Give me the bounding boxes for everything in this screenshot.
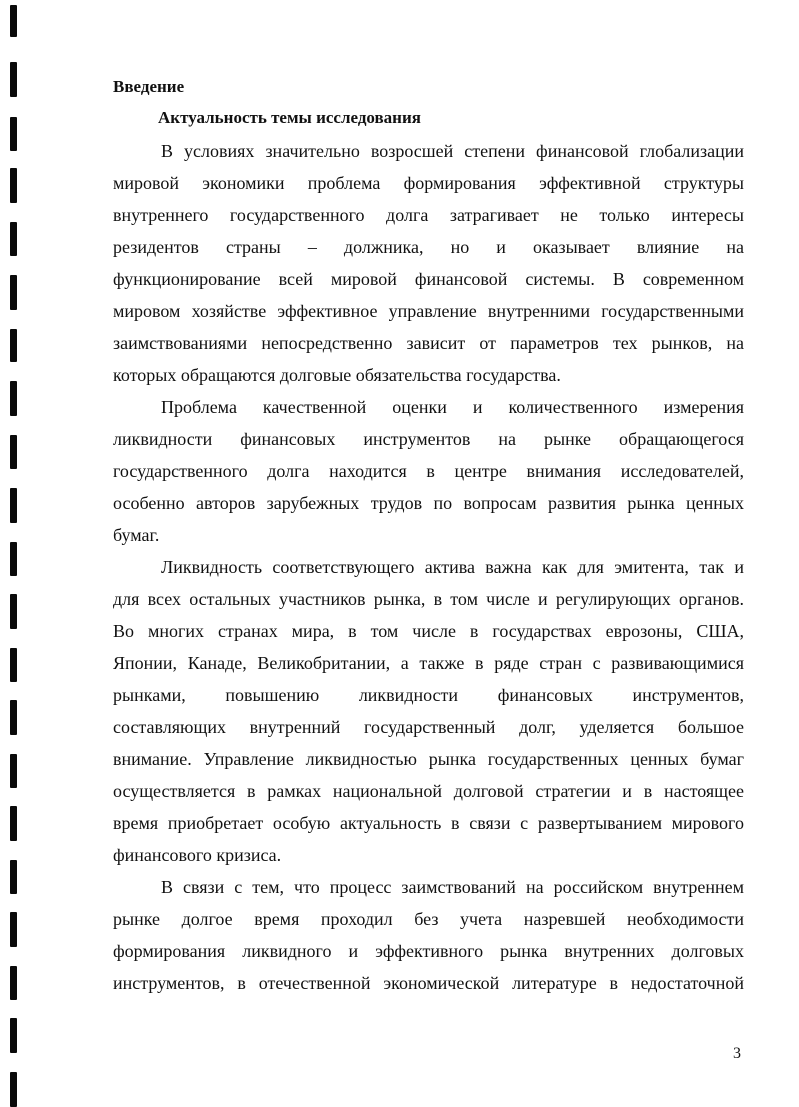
subsection-title: Актуальность темы исследования — [158, 108, 421, 127]
text-line: функционирование всей мировой финансовой системы. В современном — [113, 269, 744, 289]
text-line: мировой экономики проблема формирования эффективной структуры — [113, 173, 744, 193]
text-line: финансового кризиса. — [113, 845, 282, 865]
text-line: внутреннего государственного долга затрагивает не только интересы — [113, 205, 744, 225]
text-line: государственного долга находится в центре внимания исследователей, — [113, 461, 744, 481]
text-line: время приобретает особую актуальность в связи с развертыванием мирового — [113, 813, 744, 833]
text-line: ликвидности финансовых инструментов на рынке обращающегося — [113, 429, 744, 449]
text-line: для всех остальных участников рынка, в том числе и регулирующих органов. — [113, 589, 744, 609]
text-line: которых обращаются долговые обязательства государства. — [113, 365, 561, 385]
text-line: осуществляется в рамках национальной долговой стратегии и в настоящее — [113, 781, 744, 801]
text-line: Японии, Канаде, Великобритании, а также в ряде стран с развивающимися — [113, 653, 744, 673]
text-line: В условиях значительно возросшей степени финансовой глобализации — [161, 141, 744, 161]
section-title: Введение — [113, 77, 185, 96]
text-line: заимствованиями непосредственно зависит от параметров тех рынков, на — [113, 333, 744, 353]
text-line: Проблема качественной оценки и количественного измерения — [161, 397, 744, 417]
text-line: мировом хозяйстве эффективное управление внутренними государственными — [113, 301, 744, 321]
text-line: внимание. Управление ликвидностью рынка государственных ценных бумаг — [113, 749, 744, 769]
text-line: бумаг. — [113, 525, 160, 545]
page-number: 3 — [733, 1045, 741, 1062]
text-line: рынке долгое время проходил без учета назревшей необходимости — [113, 909, 744, 929]
text-line: резидентов страны – должника, но и оказывает влияние на — [113, 237, 744, 257]
text-line: особенно авторов зарубежных трудов по вопросам развития рынка ценных — [113, 493, 744, 513]
text-line: Ликвидность соответствующего актива важна как для эмитента, так и — [161, 557, 744, 577]
text-line: В связи с тем, что процесс заимствований на российском внутреннем — [161, 877, 744, 897]
text-line: инструментов, в отечественной экономической литературе в недостаточной — [113, 973, 744, 993]
text-line: Во многих странах мира, в том числе в государствах еврозоны, США, — [113, 621, 744, 641]
text-line: составляющих внутренний государственный долг, уделяется большое — [113, 717, 744, 737]
text-line: формирования ликвидного и эффективного рынка внутренних долговых — [113, 941, 744, 961]
text-line: рынками, повышению ликвидности финансовых инструментов, — [113, 685, 744, 705]
